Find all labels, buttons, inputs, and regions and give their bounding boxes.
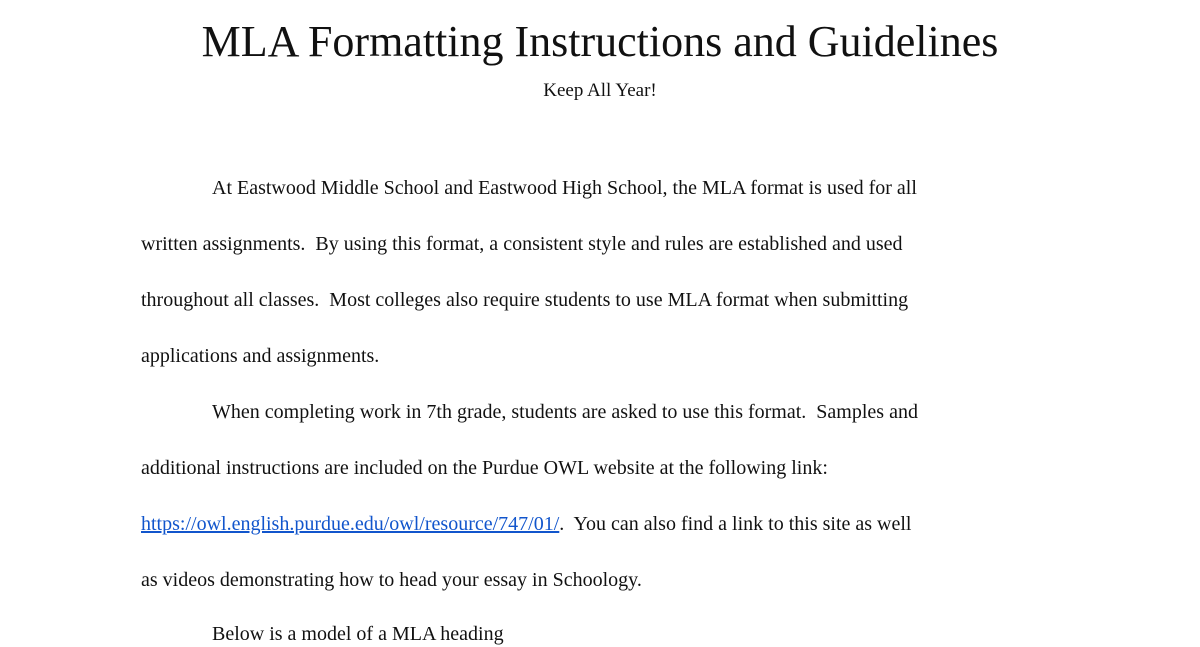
paragraph-1-line-2: written assignments. By using this format, a consistent style and rules are established and used	[141, 233, 903, 255]
paragraph-3-line-1: Below is a model of a MLA heading	[212, 623, 504, 645]
paragraph-2-line-4: as videos demonstrating how to head your essay in Schoology.	[141, 569, 642, 591]
document-subtitle: Keep All Year!	[543, 80, 657, 101]
document-title: MLA Formatting Instructions and Guidelines	[201, 17, 999, 66]
paragraph-1-line-1: At Eastwood Middle School and Eastwood High School, the MLA format is used for all	[212, 177, 917, 199]
paragraph-2-line-3	[141, 511, 911, 537]
paragraph-1-line-4: applications and assignments.	[141, 345, 380, 367]
paragraph-2-line-1: When completing work in 7th grade, students are asked to use this format. Samples and	[212, 401, 918, 423]
paragraph-1-line-3: throughout all classes. Most colleges also require students to use MLA format when submitting	[141, 289, 909, 311]
purdue-owl-link[interactable]: https://owl.english.purdue.edu/owl/resource/747/01/	[141, 513, 560, 535]
paragraph-2-line-2: additional instructions are included on the Purdue OWL website at the following link:	[141, 457, 828, 479]
paragraph-2-line-3-text: . You can also find a link to this site as well	[559, 513, 912, 535]
